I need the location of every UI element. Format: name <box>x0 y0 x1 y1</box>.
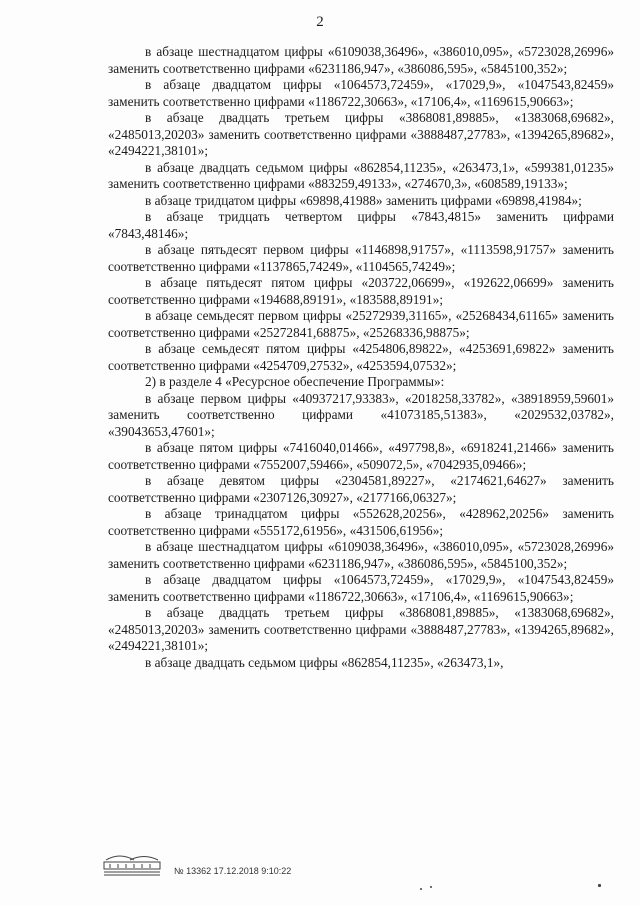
amendment-paragraph: в абзаце тридцатом цифры «69898,41988» заменить цифрами «69898,41984»; <box>145 192 582 208</box>
amendment-paragraph: в абзаце двадцать третьем цифры «3868081,89885», «1383068,69682», «2485013,20203» заменить соответственно цифрами «3888487,27783», «1394265,89682», «2494221,38101»; <box>108 110 614 158</box>
amendment-paragraph: 2) в разделе 4 «Ресурсное обеспечение Программы»: <box>145 374 445 389</box>
page-number: 2 <box>316 14 324 30</box>
amendment-paragraph: в абзаце двадцать седьмом цифры «862854,11235», «263473,1», <box>145 654 504 670</box>
scan-artifact <box>598 884 601 887</box>
amendment-paragraph: в абзаце тринадцатом цифры «552628,20256», «428962,20256» заменить соответственно цифрами «555172,61956», «431506,61956»; <box>108 506 614 538</box>
amendment-paragraph: в абзаце шестнадцатом цифры «6109038,36496», «386010,095», «5723028,26996» заменить соответственно цифрами «6231186,947», «386086,595», «5845100,352»; <box>108 539 614 571</box>
amendment-paragraph: в абзаце пятом цифры «7416040,01466», «497798,8», «6918241,21466» заменить соответственно цифрами «7552007,59466», «509072,5», «7042935,09466»; <box>108 440 614 472</box>
page-footer <box>100 852 640 892</box>
amendment-paragraph: в абзаце пятьдесят первом цифры «1146898,91757», «1113598,91757» заменить соответственно цифрами «1137865,74249», «1104565,74249»; <box>108 242 614 274</box>
amendment-paragraph: в абзаце семьдесят первом цифры «25272939,31165», «25268434,61165» заменить соответственно цифрами «25272841,68875», «25268336,98875»; <box>108 308 614 340</box>
amendment-paragraph: в абзаце первом цифры «40937217,93383», «2018258,33782», «38918959,59601» заменить соответственно цифрами «41073185,51383», «2029532,03782», «39043653,47601»; <box>108 390 614 439</box>
amendment-paragraph: в абзаце тридцать четвертом цифры «7843,4815» заменить цифрами «7843,48146»; <box>108 209 614 241</box>
document-body <box>108 44 614 671</box>
amendment-paragraph: в абзаце семьдесят пятом цифры «4254806,89822», «4253691,69822» заменить соответственно цифрами «4254709,27532», «4253594,07532»; <box>108 341 614 373</box>
scan-artifact <box>430 886 432 888</box>
scan-artifact <box>420 888 422 890</box>
document-registration-meta: № 13362 17.12.2018 9:10:22 <box>174 866 292 876</box>
amendment-paragraph: в абзаце двадцать третьем цифры «3868081,89885», «1383068,69682», «2485013,20203» заменить соответственно цифрами «3888487,27783», «1394265,89682», «2494221,38101»; <box>108 605 614 653</box>
amendment-paragraph: в абзаце девятом цифры «2304581,89227», «2174621,64627» заменить соответственно цифрами «2307126,30927», «2177166,06327»; <box>108 473 614 505</box>
amendment-paragraph: в абзаце двадцатом цифры «1064573,72459», «17029,9», «1047543,82459» заменить соответственно цифрами «1186722,30663», «17106,4», «1169615,90663»; <box>108 77 614 109</box>
registry-stamp-icon <box>100 852 164 878</box>
amendment-paragraph: в абзаце шестнадцатом цифры «6109038,36496», «386010,095», «5723028,26996» заменить соответственно цифрами «6231186,947», «386086,595», «5845100,352»; <box>108 44 614 76</box>
amendment-paragraph: в абзаце пятьдесят пятом цифры «203722,06699», «192622,06699» заменить соответственно цифрами «194688,89191», «183588,89191»; <box>108 275 614 307</box>
amendment-paragraph: в абзаце двадцатом цифры «1064573,72459», «17029,9», «1047543,82459» заменить соответственно цифрами «1186722,30663», «17106,4», «1169615,90663»; <box>108 572 614 604</box>
amendment-paragraph: в абзаце двадцать седьмом цифры «862854,11235», «263473,1», «599381,01235» заменить соответственно цифрами «883259,49133», «274670,3», «608589,19133»; <box>108 159 614 191</box>
